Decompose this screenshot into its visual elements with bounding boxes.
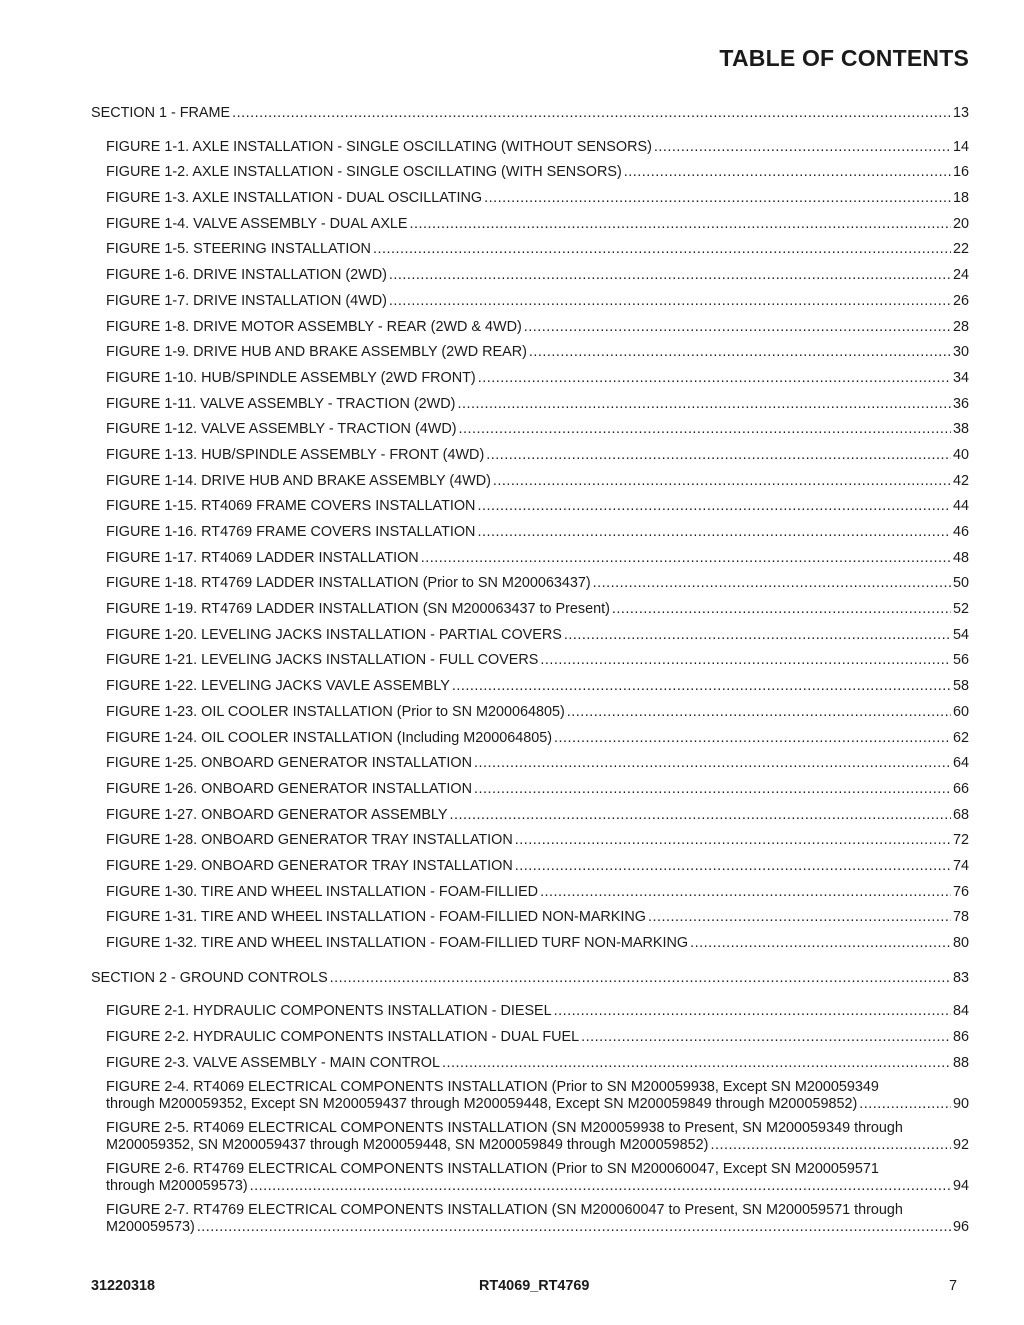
- toc-figure-entry[interactable]: [91, 1028, 969, 1054]
- toc-figure-entry[interactable]: [91, 395, 969, 421]
- toc-label: FIGURE 1-9. DRIVE HUB AND BRAKE ASSEMBLY (2WD REAR): [106, 344, 527, 361]
- toc-label: FIGURE 1-2. AXLE INSTALLATION - SINGLE OSCILLATING (WITH SENSORS): [106, 164, 622, 181]
- toc-page-number: 60: [952, 703, 969, 720]
- dot-leader: [540, 651, 951, 670]
- toc-figure-entry[interactable]: [91, 549, 969, 575]
- toc-label: FIGURE 1-11. VALVE ASSEMBLY - TRACTION (2WD): [106, 395, 456, 412]
- toc-label: FIGURE 1-3. AXLE INSTALLATION - DUAL OSCILLATING: [106, 190, 483, 207]
- model-name: RT4069_RT4769: [479, 1278, 590, 1294]
- dot-leader: [859, 1096, 951, 1113]
- toc-label: FIGURE 2-1. HYDRAULIC COMPONENTS INSTALLATION - DIESEL: [106, 1003, 552, 1020]
- toc-page-number: 40: [952, 446, 969, 463]
- toc-label: FIGURE 1-26. ONBOARD GENERATOR INSTALLATION: [106, 780, 472, 797]
- toc-figure-entry[interactable]: [91, 369, 969, 395]
- toc-figure-entry[interactable]: [91, 883, 969, 909]
- toc-label: FIGURE 1-19. RT4769 LADDER INSTALLATION (SN M200063437 to Present): [106, 601, 610, 618]
- dot-leader: [197, 1219, 951, 1236]
- dot-leader: [330, 969, 951, 988]
- toc-figure-entry[interactable]: [91, 215, 969, 241]
- toc-label: FIGURE 1-28. ONBOARD GENERATOR TRAY INSTALLATION: [106, 832, 513, 849]
- toc-page-number: 34: [952, 369, 969, 386]
- toc-label: FIGURE 1-1. AXLE INSTALLATION - SINGLE OSCILLATING (WITHOUT SENSORS): [106, 138, 652, 155]
- dot-leader: [515, 831, 951, 850]
- toc-figure-entry[interactable]: [91, 626, 969, 652]
- toc-label: FIGURE 1-13. HUB/SPINDLE ASSEMBLY - FRONT (4WD): [106, 446, 485, 463]
- toc-figure-entry[interactable]: [91, 703, 969, 729]
- toc-figure-entry[interactable]: [91, 857, 969, 883]
- toc-figure-entry[interactable]: [91, 292, 969, 318]
- toc-page-number: 68: [952, 806, 969, 823]
- toc-figure-entry[interactable]: [91, 651, 969, 677]
- toc-figure-entry[interactable]: [91, 574, 969, 600]
- dot-leader: [389, 292, 951, 311]
- toc-page-number: 16: [952, 164, 969, 181]
- toc-page-number: 28: [952, 318, 969, 335]
- toc-section-2[interactable]: [91, 969, 969, 995]
- page-number: 7: [948, 1278, 957, 1294]
- toc-page-number: 72: [952, 832, 969, 849]
- toc-figure-entry[interactable]: [91, 420, 969, 446]
- toc-figure-entry[interactable]: [91, 831, 969, 857]
- toc-label: FIGURE 1-18. RT4769 LADDER INSTALLATION (Prior to SN M200063437): [106, 575, 591, 592]
- dot-leader: [459, 420, 951, 439]
- toc-page-number: 26: [952, 292, 969, 309]
- toc-page-number: 44: [952, 498, 969, 515]
- toc-figure-entry[interactable]: [91, 523, 969, 549]
- toc-figure-entry[interactable]: [91, 446, 969, 472]
- dot-leader: [474, 780, 951, 799]
- toc-figure-entry[interactable]: [91, 729, 969, 755]
- toc-label: FIGURE 2-2. HYDRAULIC COMPONENTS INSTALLATION - DUAL FUEL: [106, 1029, 580, 1046]
- toc-page-number: 56: [952, 652, 969, 669]
- toc-figure-entry[interactable]: [91, 163, 969, 189]
- toc-page-number: 24: [952, 267, 969, 284]
- toc-figure-entry[interactable]: [91, 1002, 969, 1028]
- toc-label: SECTION 2 - GROUND CONTROLS: [91, 969, 328, 986]
- toc-figure-entry[interactable]: [91, 677, 969, 703]
- dot-leader: [250, 1178, 951, 1195]
- toc-page-number: 62: [952, 729, 969, 746]
- toc-label: FIGURE 1-32. TIRE AND WHEEL INSTALLATION - FOAM-FILLIED TURF NON-MARKING: [106, 935, 689, 951]
- toc-label-line-2-row: [106, 1137, 969, 1154]
- dot-leader: [567, 703, 951, 722]
- toc-page-number: 14: [952, 138, 969, 155]
- dot-leader: [474, 754, 951, 773]
- toc-label-line-1: FIGURE 2-5. RT4069 ELECTRICAL COMPONENTS INSTALLATION (SN M200059938 to Present, SN M200059349 through: [106, 1120, 903, 1137]
- toc-page-number: 94: [952, 1178, 969, 1195]
- dot-leader: [477, 523, 951, 542]
- toc-figure-entry[interactable]: [91, 472, 969, 498]
- dot-leader: [564, 626, 951, 645]
- dot-leader: [477, 497, 951, 516]
- toc-label: FIGURE 1-16. RT4769 FRAME COVERS INSTALLATION: [106, 524, 476, 540]
- toc-label: FIGURE 1-5. STEERING INSTALLATION: [106, 241, 371, 258]
- document-number: 31220318: [91, 1278, 156, 1294]
- toc-page-number: 13: [952, 105, 969, 121]
- toc-label: FIGURE 1-24. OIL COOLER INSTALLATION (Including M200064805): [106, 729, 553, 746]
- toc-label-line-1: FIGURE 2-6. RT4769 ELECTRICAL COMPONENTS INSTALLATION (Prior to SN M200060047, Except SN M200059571: [106, 1161, 879, 1178]
- dot-leader: [373, 240, 951, 259]
- toc-page-number: 80: [952, 935, 969, 951]
- toc-label: FIGURE 1-12. VALVE ASSEMBLY - TRACTION (4WD): [106, 421, 457, 438]
- toc-figure-entry[interactable]: [91, 600, 969, 626]
- toc-label-line-2-row: [106, 1096, 969, 1113]
- toc-page-number: 38: [952, 421, 969, 438]
- toc-figure-entry[interactable]: [91, 780, 969, 806]
- dot-leader: [654, 138, 951, 157]
- toc-page-number: 58: [952, 678, 969, 695]
- toc-page-number: 30: [952, 344, 969, 361]
- toc-figure-entry[interactable]: [91, 497, 969, 523]
- toc-label: FIGURE 1-15. RT4069 FRAME COVERS INSTALLATION: [106, 498, 476, 515]
- dot-leader: [554, 729, 951, 748]
- toc-page-number: 90: [952, 1096, 969, 1113]
- toc-page-number: 20: [952, 215, 969, 232]
- dot-leader: [524, 318, 951, 337]
- toc-label: FIGURE 1-4. VALVE ASSEMBLY - DUAL AXLE: [106, 215, 408, 232]
- toc-label: FIGURE 1-27. ONBOARD GENERATOR ASSEMBLY: [106, 806, 448, 823]
- dot-leader: [410, 215, 951, 234]
- toc-page-number: 52: [952, 601, 969, 618]
- toc-figure-entry[interactable]: [91, 1079, 969, 1113]
- dot-leader: [452, 677, 951, 696]
- toc-page-number: 54: [952, 626, 969, 643]
- toc-label: FIGURE 1-20. LEVELING JACKS INSTALLATION - PARTIAL COVERS: [106, 626, 562, 643]
- toc-label: FIGURE 1-30. TIRE AND WHEEL INSTALLATION - FOAM-FILLIED: [106, 883, 539, 900]
- toc-label: SECTION 1 - FRAME: [91, 105, 231, 121]
- dot-leader: [493, 472, 951, 491]
- toc-label-line-1: FIGURE 2-7. RT4769 ELECTRICAL COMPONENTS INSTALLATION (SN M200060047 to Present, SN M200059571 through: [106, 1202, 903, 1219]
- toc-figure-entry[interactable]: [91, 240, 969, 266]
- toc-figure-entry[interactable]: [91, 754, 969, 780]
- dot-leader: [710, 1137, 951, 1154]
- toc-label: FIGURE 1-7. DRIVE INSTALLATION (4WD): [106, 292, 387, 309]
- dot-leader: [690, 934, 951, 953]
- toc-figure-entry[interactable]: [91, 934, 969, 960]
- toc-label-line-2: M200059352, SN M200059437 through M200059448, SN M200059849 through M200059852): [106, 1137, 709, 1154]
- dot-leader: [449, 806, 951, 825]
- table-of-contents: [91, 104, 969, 1243]
- page-title: TABLE OF CONTENTS: [719, 45, 969, 71]
- toc-figure-entry[interactable]: [91, 1054, 969, 1080]
- toc-page-number: 18: [952, 190, 969, 207]
- toc-figure-entry[interactable]: [91, 138, 969, 164]
- toc-figure-entry[interactable]: [91, 1161, 969, 1195]
- dot-leader: [421, 549, 951, 568]
- dot-leader: [232, 104, 951, 123]
- toc-page-number: 22: [952, 241, 969, 258]
- toc-label: FIGURE 1-29. ONBOARD GENERATOR TRAY INSTALLATION: [106, 857, 513, 874]
- toc-label: FIGURE 2-3. VALVE ASSEMBLY - MAIN CONTROL: [106, 1054, 440, 1071]
- toc-figure-entry[interactable]: [91, 806, 969, 832]
- dot-leader: [529, 343, 951, 362]
- toc-label: FIGURE 1-14. DRIVE HUB AND BRAKE ASSEMBLY (4WD): [106, 472, 491, 489]
- toc-label: FIGURE 1-21. LEVELING JACKS INSTALLATION - FULL COVERS: [106, 652, 539, 669]
- dot-leader: [554, 1002, 951, 1021]
- toc-figure-entry[interactable]: [91, 189, 969, 215]
- toc-label-line-1: FIGURE 2-4. RT4069 ELECTRICAL COMPONENTS INSTALLATION (Prior to SN M200059938, Except SN M200059349: [106, 1079, 879, 1096]
- toc-page-number: 92: [952, 1137, 969, 1154]
- toc-label: FIGURE 1-23. OIL COOLER INSTALLATION (Prior to SN M200064805): [106, 703, 565, 720]
- dot-leader: [442, 1054, 951, 1073]
- toc-page-number: 88: [952, 1054, 969, 1071]
- dot-leader: [486, 446, 951, 465]
- dot-leader: [515, 857, 951, 876]
- toc-label-line-2-row: [106, 1219, 969, 1236]
- toc-label: FIGURE 1-31. TIRE AND WHEEL INSTALLATION - FOAM-FILLIED NON-MARKING: [106, 909, 646, 926]
- dot-leader: [478, 369, 951, 388]
- dot-leader: [457, 395, 951, 414]
- toc-page-number: 83: [952, 969, 969, 986]
- toc-page-number: 50: [952, 575, 969, 592]
- toc-figure-entry[interactable]: [91, 343, 969, 369]
- toc-figure-entry[interactable]: [91, 1120, 969, 1154]
- toc-page-number: 48: [952, 549, 969, 566]
- toc-label-line-2-row: [106, 1178, 969, 1195]
- dot-leader: [540, 883, 951, 902]
- dot-leader: [389, 266, 951, 285]
- toc-label: FIGURE 1-10. HUB/SPINDLE ASSEMBLY (2WD FRONT): [106, 369, 476, 386]
- dot-leader: [593, 574, 951, 593]
- toc-page-number: 66: [952, 780, 969, 797]
- toc-figure-entry[interactable]: [91, 1202, 969, 1236]
- toc-page-number: 76: [952, 883, 969, 900]
- toc-label-line-2: through M200059573): [106, 1178, 248, 1195]
- toc-figure-entry[interactable]: [91, 318, 969, 344]
- toc-page-number: 64: [952, 755, 969, 772]
- toc-page-number: 86: [952, 1029, 969, 1046]
- dot-leader: [484, 189, 951, 208]
- toc-page-number: 46: [952, 524, 969, 540]
- dot-leader: [581, 1028, 951, 1047]
- toc-label: FIGURE 1-22. LEVELING JACKS VAVLE ASSEMBLY: [106, 678, 450, 695]
- toc-label: FIGURE 1-6. DRIVE INSTALLATION (2WD): [106, 267, 387, 284]
- toc-figure-entry[interactable]: [91, 908, 969, 934]
- toc-label: FIGURE 1-25. ONBOARD GENERATOR INSTALLATION: [106, 755, 472, 772]
- toc-label: FIGURE 1-8. DRIVE MOTOR ASSEMBLY - REAR (2WD & 4WD): [106, 318, 522, 335]
- toc-label-line-2: through M200059352, Except SN M200059437 through M200059448, Except SN M200059849 through M200059852): [106, 1096, 858, 1113]
- toc-label: FIGURE 1-17. RT4069 LADDER INSTALLATION: [106, 549, 419, 566]
- dot-leader: [648, 908, 951, 927]
- toc-page-number: 84: [952, 1003, 969, 1020]
- toc-page-number: 78: [952, 909, 969, 926]
- toc-page-number: 96: [952, 1219, 969, 1236]
- toc-section-1[interactable]: [91, 104, 969, 130]
- toc-figure-entry[interactable]: [91, 266, 969, 292]
- toc-page-number: 36: [952, 395, 969, 412]
- toc-label-line-2: M200059573): [106, 1219, 195, 1236]
- toc-page-number: 74: [952, 857, 969, 874]
- toc-page-number: 42: [952, 472, 969, 489]
- dot-leader: [624, 163, 951, 182]
- dot-leader: [612, 600, 951, 619]
